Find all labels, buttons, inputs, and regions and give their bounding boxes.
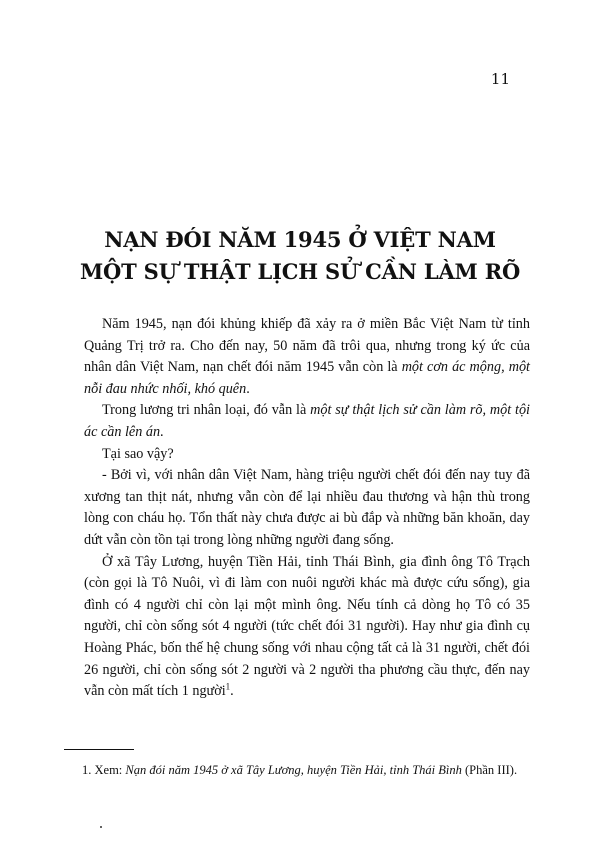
paragraph-2-emphasis: một sự thật lịch sử cần làm rõ, một tội ác cần lên án — [84, 402, 530, 440]
footnote-reference[interactable]: 1 — [225, 681, 231, 692]
paragraph-2-end: . — [160, 423, 164, 440]
chapter-title — [60, 224, 540, 288]
footnote-divider — [64, 749, 134, 750]
paragraph-3: Tại sao vậy? — [102, 445, 174, 462]
paragraph-5-end: . — [230, 683, 234, 700]
chapter-title-line-2: MỘT SỰ THẬT LỊCH SỬ CẦN LÀM RÕ — [79, 259, 521, 284]
footnote — [64, 762, 532, 779]
footnote-title: Nạn đói năm 1945 ở xã Tây Lương, huyện Tiền Hải, tỉnh Thái Bình — [125, 763, 462, 777]
paragraph-4: - Bởi vì, với nhân dân Việt Nam, hàng triệu người chết đói đến nay tuy đã xương tan thịt nát, nhưng vẫn còn để lại nhiều đau thương và hận thù trong lòng con cháu họ. Tổn thất này chưa được ai bù đắp và những băn khoăn, day dứt vẫn còn tồn tại trong lòng những người đang sống. — [84, 467, 530, 548]
paragraph-1-emphasis: một cơn ác mộng, một nỗi đau nhức nhối, khó quên — [84, 359, 530, 397]
footnote-tail: (Phần III). — [461, 763, 518, 777]
paragraph-5 — [84, 552, 530, 703]
paragraph-2 — [84, 400, 530, 443]
chapter-title-line-1: NẠN ĐÓI NĂM 1945 Ở VIỆT NAM — [104, 227, 496, 252]
paragraph-1-end: . — [246, 380, 250, 397]
page-number: 11 — [490, 70, 510, 88]
paragraph-5-text: Ở xã Tây Lương, huyện Tiền Hải, tỉnh Thái Bình, gia đình ông Tô Trạch (còn gọi là Tô Nuôi, vì đi làm con nuôi người khác mà được cứu sống), gia đình có 4 người chỉ còn lại một mình ông. Nếu tính cả dòng họ Tô có 35 người, chỉ còn sống sót 4 người (tức chết đói 31 người). Hay như gia đình cụ Hoàng Phác, bốn thế hệ chung sống với nhau cộng tất cả là 31 người, chết đói 26 người, chỉ còn sống sót 2 người và 2 người tha phương cầu thực, đến nay vẫn còn mất tích 1 người — [84, 553, 530, 700]
paragraph-1-text: Năm 1945, nạn đói khủng khiếp đã xảy ra ở miền Bắc Việt Nam từ tỉnh Quảng Trị trở ra. Cho đến nay, 50 năm đã trôi qua, nhưng trong ký ức của nhân dân Việt Nam, nạn chết đói năm 1945 vẫn còn là — [84, 316, 530, 376]
paragraph-1 — [84, 314, 530, 400]
stray-dot — [100, 826, 102, 828]
body-text — [84, 314, 530, 703]
paragraph-2-text: Trong lương tri nhân loại, đó vẫn là — [102, 402, 311, 419]
footnote-number: 1. Xem: — [82, 763, 126, 777]
